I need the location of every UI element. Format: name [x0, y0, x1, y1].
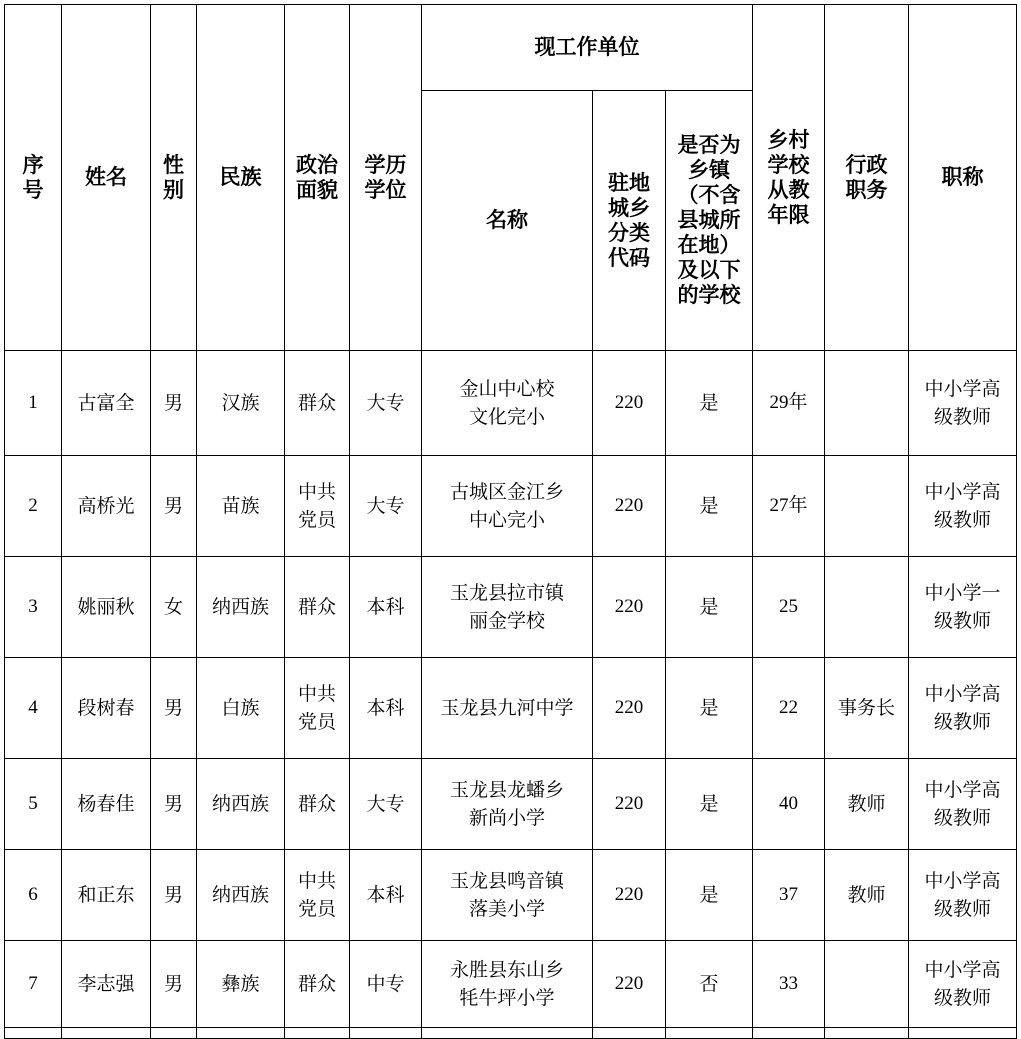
cell-seq: 1 — [5, 351, 62, 456]
cell-gender: 男 — [151, 456, 197, 557]
table-row — [5, 658, 1017, 759]
cell-title: 中小学一 级教师 — [909, 557, 1017, 658]
cell-workplace: 玉龙县鸣音镇 落美小学 — [422, 850, 593, 941]
cell-title: 中小学高 级教师 — [909, 658, 1017, 759]
cell-name: 高桥光 — [62, 456, 151, 557]
cell-code: 220 — [593, 456, 666, 557]
cell-name: 和正东 — [62, 850, 151, 941]
cell-empty — [62, 1028, 151, 1039]
cell-empty — [666, 1028, 753, 1039]
header-gender: 性 别 — [151, 5, 197, 351]
cell-post — [825, 456, 909, 557]
cell-workplace: 金山中心校 文化完小 — [422, 351, 593, 456]
cell-code: 220 — [593, 941, 666, 1028]
header-workplace-group: 现工作单位 — [422, 5, 753, 91]
header-title: 职称 — [909, 5, 1017, 351]
cell-code: 220 — [593, 759, 666, 850]
cell-title: 中小学高 级教师 — [909, 456, 1017, 557]
header-seq: 序 号 — [5, 5, 62, 351]
cell-workplace: 玉龙县龙蟠乡 新尚小学 — [422, 759, 593, 850]
cell-years: 33 — [753, 941, 825, 1028]
cell-code: 220 — [593, 557, 666, 658]
table-row — [5, 557, 1017, 658]
table-row — [5, 456, 1017, 557]
cell-years: 27年 — [753, 456, 825, 557]
cell-post: 事务长 — [825, 658, 909, 759]
cell-ethnicity: 白族 — [197, 658, 285, 759]
cell-years: 29年 — [753, 351, 825, 456]
cell-education: 大专 — [350, 759, 422, 850]
cell-years: 22 — [753, 658, 825, 759]
cell-seq: 4 — [5, 658, 62, 759]
cell-political: 群众 — [285, 941, 350, 1028]
cell-township: 是 — [666, 456, 753, 557]
cell-ethnicity: 纳西族 — [197, 759, 285, 850]
cell-political: 群众 — [285, 351, 350, 456]
cell-workplace: 玉龙县九河中学 — [422, 658, 593, 759]
cell-seq: 3 — [5, 557, 62, 658]
cell-ethnicity: 汉族 — [197, 351, 285, 456]
cell-ethnicity: 苗族 — [197, 456, 285, 557]
cell-gender: 男 — [151, 759, 197, 850]
table-row — [5, 351, 1017, 456]
cell-education: 大专 — [350, 456, 422, 557]
cell-education: 本科 — [350, 557, 422, 658]
header-political: 政治 面貌 — [285, 5, 350, 351]
cell-education: 本科 — [350, 658, 422, 759]
cell-ethnicity: 纳西族 — [197, 557, 285, 658]
cell-township: 是 — [666, 351, 753, 456]
cell-township: 是 — [666, 759, 753, 850]
cell-post: 教师 — [825, 759, 909, 850]
header-admin-post: 行政 职务 — [825, 5, 909, 351]
cell-empty — [285, 1028, 350, 1039]
cell-workplace: 古城区金江乡 中心完小 — [422, 456, 593, 557]
cell-empty — [825, 1028, 909, 1039]
cell-seq: 2 — [5, 456, 62, 557]
cell-empty — [350, 1028, 422, 1039]
cell-workplace: 玉龙县拉市镇 丽金学校 — [422, 557, 593, 658]
table-row — [5, 759, 1017, 850]
cell-post — [825, 941, 909, 1028]
cell-code: 220 — [593, 658, 666, 759]
cell-political: 中共 党员 — [285, 850, 350, 941]
cell-political: 中共 党员 — [285, 658, 350, 759]
cell-township: 否 — [666, 941, 753, 1028]
header-is-township: 是否为 乡镇 （不含 县城所 在地） 及以下 的学校 — [666, 91, 753, 351]
cell-gender: 男 — [151, 850, 197, 941]
cell-gender: 男 — [151, 658, 197, 759]
cell-political: 中共 党员 — [285, 456, 350, 557]
cell-township: 是 — [666, 557, 753, 658]
cell-code: 220 — [593, 351, 666, 456]
cell-political: 群众 — [285, 759, 350, 850]
cell-name: 杨春佳 — [62, 759, 151, 850]
cell-gender: 男 — [151, 351, 197, 456]
cell-empty — [753, 1028, 825, 1039]
cell-workplace: 永胜县东山乡 牦牛坪小学 — [422, 941, 593, 1028]
cell-title: 中小学高 级教师 — [909, 850, 1017, 941]
cell-political: 群众 — [285, 557, 350, 658]
cell-post: 教师 — [825, 850, 909, 941]
cell-years: 25 — [753, 557, 825, 658]
cell-gender: 男 — [151, 941, 197, 1028]
cell-seq: 7 — [5, 941, 62, 1028]
cell-name: 段树春 — [62, 658, 151, 759]
cell-name: 姚丽秋 — [62, 557, 151, 658]
cell-gender: 女 — [151, 557, 197, 658]
header-education: 学历 学位 — [350, 5, 422, 351]
header-workplace-name: 名称 — [422, 91, 593, 351]
cell-seq: 6 — [5, 850, 62, 941]
cell-post — [825, 351, 909, 456]
cell-education: 中专 — [350, 941, 422, 1028]
cell-township: 是 — [666, 658, 753, 759]
cell-empty — [197, 1028, 285, 1039]
table-row — [5, 850, 1017, 941]
cell-seq: 5 — [5, 759, 62, 850]
cell-township: 是 — [666, 850, 753, 941]
cell-empty — [593, 1028, 666, 1039]
cell-name: 古富全 — [62, 351, 151, 456]
header-area-code: 驻地 城乡 分类 代码 — [593, 91, 666, 351]
cell-years: 37 — [753, 850, 825, 941]
header-years: 乡村 学校 从教 年限 — [753, 5, 825, 351]
cell-post — [825, 557, 909, 658]
cell-ethnicity: 纳西族 — [197, 850, 285, 941]
cell-empty — [909, 1028, 1017, 1039]
cell-code: 220 — [593, 850, 666, 941]
cell-years: 40 — [753, 759, 825, 850]
cell-title: 中小学高 级教师 — [909, 759, 1017, 850]
cell-education: 本科 — [350, 850, 422, 941]
header-ethnicity: 民族 — [197, 5, 285, 351]
table-row — [5, 941, 1017, 1028]
cell-title: 中小学高 级教师 — [909, 941, 1017, 1028]
cell-name: 李志强 — [62, 941, 151, 1028]
cell-ethnicity: 彝族 — [197, 941, 285, 1028]
table-row-partial — [5, 1028, 1017, 1039]
cell-title: 中小学高 级教师 — [909, 351, 1017, 456]
cell-empty — [151, 1028, 197, 1039]
cell-empty — [5, 1028, 62, 1039]
cell-empty — [422, 1028, 593, 1039]
teacher-table — [4, 4, 1017, 1039]
header-name: 姓名 — [62, 5, 151, 351]
cell-education: 大专 — [350, 351, 422, 456]
